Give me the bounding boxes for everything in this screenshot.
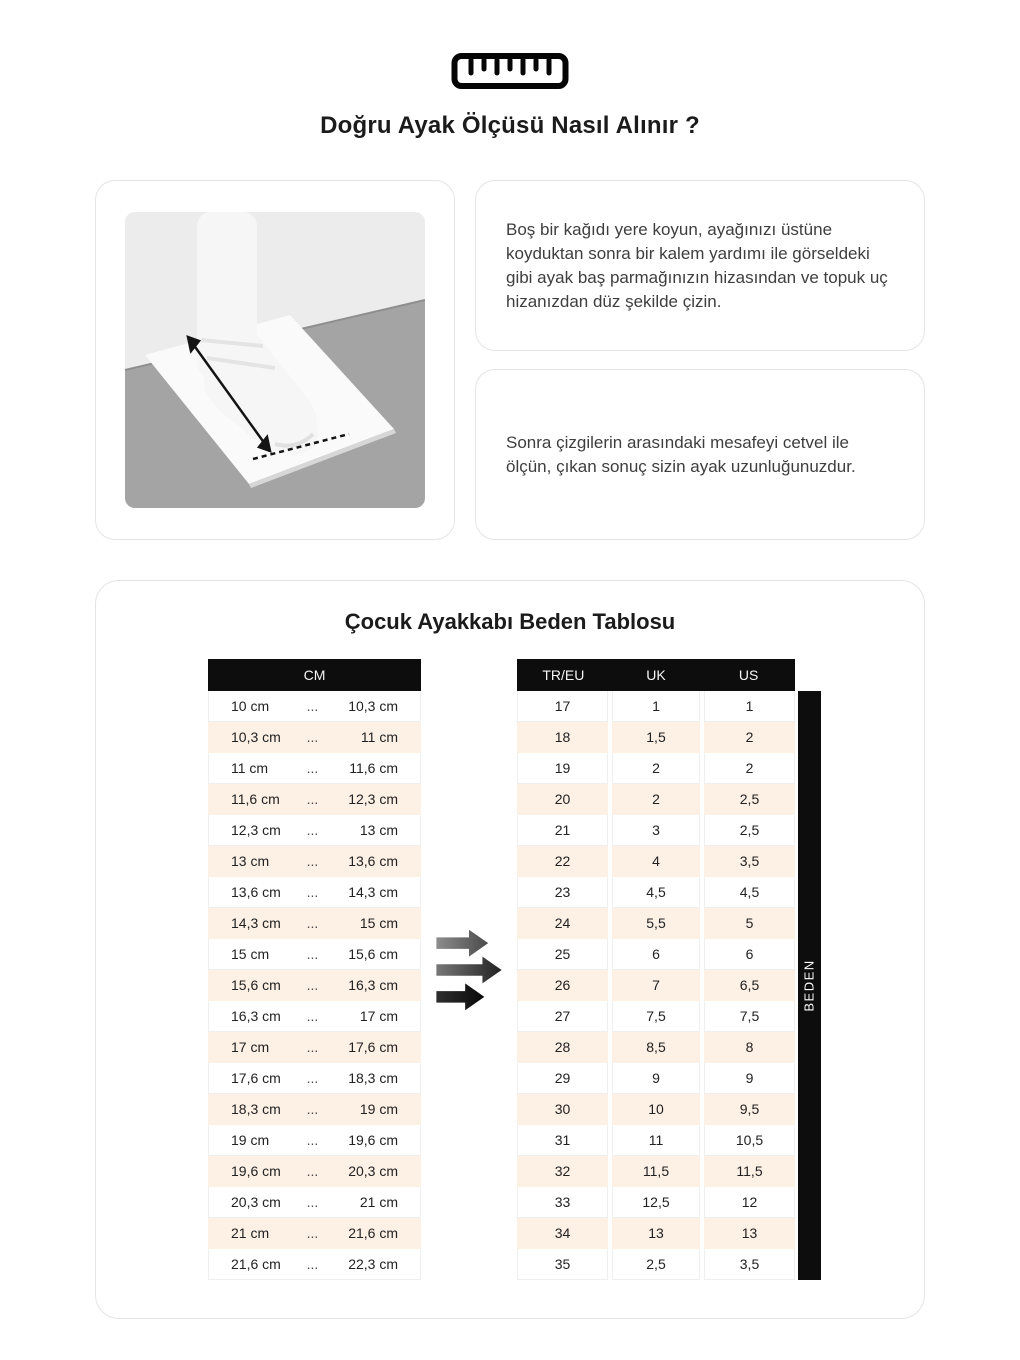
table-row (517, 846, 795, 877)
cm-table (208, 659, 421, 1280)
size-table-header (517, 659, 795, 691)
table-row (208, 1032, 421, 1063)
table-row (517, 784, 795, 815)
cm-to-value: 15,6 cm (348, 946, 398, 962)
range-separator: ... (306, 1225, 319, 1241)
range-separator: ... (306, 853, 319, 869)
tr-eu-value: 18 (517, 722, 608, 753)
instruction-card-1 (475, 180, 925, 351)
table-row (208, 1063, 421, 1094)
intro-section (95, 180, 925, 540)
table-row (208, 722, 421, 753)
uk-value: 1,5 (612, 722, 700, 753)
table-row (517, 1249, 795, 1280)
uk-value: 1 (612, 691, 700, 722)
cm-from-value: 19,6 cm (231, 1163, 281, 1179)
us-value: 2 (704, 722, 795, 753)
uk-value: 6 (612, 939, 700, 970)
uk-value: 10 (612, 1094, 700, 1125)
cm-from-value: 11 cm (231, 760, 269, 776)
uk-value: 13 (612, 1218, 700, 1249)
table-row (517, 1218, 795, 1249)
cm-from-value: 19 cm (231, 1132, 270, 1148)
table-row (517, 1032, 795, 1063)
col-header-us: US (738, 667, 759, 683)
tr-eu-value: 35 (517, 1249, 608, 1280)
cm-to-value: 11,6 cm (349, 760, 398, 776)
table-row (208, 815, 421, 846)
table-row (208, 1001, 421, 1032)
table-row (208, 1156, 421, 1187)
cm-from-value: 15,6 cm (231, 977, 281, 993)
us-value: 7,5 (704, 1001, 795, 1032)
table-row (517, 970, 795, 1001)
range-separator: ... (306, 1070, 319, 1086)
ruler-icon (0, 0, 1020, 90)
cm-to-value: 10,3 cm (348, 698, 398, 714)
table-row (517, 1001, 795, 1032)
table-row (208, 753, 421, 784)
uk-value: 8,5 (612, 1032, 700, 1063)
uk-value: 4,5 (612, 877, 700, 908)
uk-value: 11 (612, 1125, 700, 1156)
table-row (208, 1187, 421, 1218)
cm-to-value: 19 cm (359, 1101, 398, 1117)
uk-value: 2 (612, 753, 700, 784)
us-value: 6 (704, 939, 795, 970)
us-value: 5 (704, 908, 795, 939)
col-header-uk: UK (646, 667, 666, 683)
tr-eu-value: 25 (517, 939, 608, 970)
range-separator: ... (306, 1132, 319, 1148)
page-title: Doğru Ayak Ölçüsü Nasıl Alınır ? (320, 112, 700, 139)
us-value: 4,5 (704, 877, 795, 908)
measurement-photo-card (95, 180, 455, 540)
range-separator: ... (306, 1194, 319, 1210)
cm-to-value: 22,3 cm (348, 1256, 398, 1272)
cm-from-value: 15 cm (231, 946, 270, 962)
size-table-card (95, 580, 925, 1319)
us-value: 13 (704, 1218, 795, 1249)
cm-table-body (208, 691, 421, 1280)
cm-to-value: 15 cm (359, 915, 398, 931)
us-value: 12 (704, 1187, 795, 1218)
us-value: 11,5 (704, 1156, 795, 1187)
table-row (517, 691, 795, 722)
size-table-body (517, 691, 795, 1280)
us-value: 8 (704, 1032, 795, 1063)
uk-value: 5,5 (612, 908, 700, 939)
range-separator: ... (306, 1008, 319, 1024)
cm-to-value: 20,3 cm (348, 1163, 398, 1179)
table-row (208, 908, 421, 939)
range-separator: ... (306, 1163, 319, 1179)
us-value: 2 (704, 753, 795, 784)
us-value: 10,5 (704, 1125, 795, 1156)
table-row (517, 908, 795, 939)
tr-eu-value: 29 (517, 1063, 608, 1094)
range-separator: ... (306, 884, 319, 900)
us-value: 6,5 (704, 970, 795, 1001)
uk-value: 4 (612, 846, 700, 877)
table-row (517, 722, 795, 753)
table-row (517, 939, 795, 970)
instruction-card-2 (475, 369, 925, 540)
range-separator: ... (306, 791, 319, 807)
table-row (517, 1125, 795, 1156)
uk-value: 3 (612, 815, 700, 846)
table-row (208, 1218, 421, 1249)
tr-eu-value: 31 (517, 1125, 608, 1156)
tr-eu-value: 28 (517, 1032, 608, 1063)
us-value: 9 (704, 1063, 795, 1094)
table-row (517, 1156, 795, 1187)
tr-eu-value: 17 (517, 691, 608, 722)
table-row (517, 815, 795, 846)
range-separator: ... (306, 822, 319, 838)
tr-eu-value: 21 (517, 815, 608, 846)
col-header-tr-eu: TR/EU (542, 667, 585, 683)
cm-to-value: 21 cm (359, 1194, 398, 1210)
cm-from-value: 13 cm (231, 853, 270, 869)
instruction-cards (475, 180, 925, 540)
range-separator: ... (306, 977, 319, 993)
table-row (517, 753, 795, 784)
cm-from-value: 10,3 cm (231, 729, 281, 745)
cm-to-value: 21,6 cm (348, 1225, 398, 1241)
cm-to-value: 17 cm (359, 1008, 398, 1024)
range-separator: ... (306, 729, 319, 745)
cm-to-value: 13 cm (359, 822, 398, 838)
beden-label: BEDEN (802, 959, 818, 1012)
range-separator: ... (306, 915, 319, 931)
tr-eu-value: 27 (517, 1001, 608, 1032)
us-value: 1 (704, 691, 795, 722)
us-value: 3,5 (704, 846, 795, 877)
range-separator: ... (306, 1101, 319, 1117)
cm-to-value: 13,6 cm (348, 853, 398, 869)
us-value: 2,5 (704, 784, 795, 815)
range-separator: ... (306, 760, 319, 776)
tr-eu-value: 24 (517, 908, 608, 939)
table-row (208, 939, 421, 970)
cm-from-value: 17 cm (231, 1039, 270, 1055)
tr-eu-value: 26 (517, 970, 608, 1001)
us-value: 9,5 (704, 1094, 795, 1125)
cm-from-value: 12,3 cm (231, 822, 281, 838)
cm-to-value: 11 cm (360, 729, 398, 745)
table-row (208, 784, 421, 815)
cm-to-value: 12,3 cm (348, 791, 398, 807)
tables-row (96, 659, 924, 1280)
range-separator: ... (306, 1256, 319, 1272)
tr-eu-value: 33 (517, 1187, 608, 1218)
cm-from-value: 21,6 cm (231, 1256, 281, 1272)
table-row (517, 1063, 795, 1094)
tr-eu-value: 32 (517, 1156, 608, 1187)
cm-from-value: 10 cm (231, 698, 270, 714)
uk-value: 7 (612, 970, 700, 1001)
table-row (208, 1094, 421, 1125)
cm-from-value: 16,3 cm (231, 1008, 281, 1024)
table-row (208, 691, 421, 722)
uk-value: 2 (612, 784, 700, 815)
cm-to-value: 19,6 cm (348, 1132, 398, 1148)
table-row (208, 1125, 421, 1156)
uk-value: 12,5 (612, 1187, 700, 1218)
tr-eu-value: 34 (517, 1218, 608, 1249)
cm-from-value: 20,3 cm (231, 1194, 281, 1210)
table-row (208, 846, 421, 877)
size-table-title: Çocuk Ayakkabı Beden Tablosu (344, 609, 676, 634)
cm-to-value: 18,3 cm (348, 1070, 398, 1086)
table-row (517, 877, 795, 908)
tr-eu-value: 23 (517, 877, 608, 908)
cm-from-value: 17,6 cm (231, 1070, 281, 1086)
tr-eu-value: 30 (517, 1094, 608, 1125)
cm-to-value: 17,6 cm (348, 1039, 398, 1055)
range-separator: ... (306, 946, 319, 962)
table-row (517, 1187, 795, 1218)
conversion-arrows-icon (421, 659, 517, 1280)
cm-from-value: 11,6 cm (231, 791, 280, 807)
us-value: 3,5 (704, 1249, 795, 1280)
range-separator: ... (306, 698, 319, 714)
us-value: 2,5 (704, 815, 795, 846)
table-row (517, 1094, 795, 1125)
uk-value: 7,5 (612, 1001, 700, 1032)
tr-eu-value: 19 (517, 753, 608, 784)
table-row (208, 877, 421, 908)
range-separator: ... (306, 1039, 319, 1055)
table-row (208, 1249, 421, 1280)
tr-eu-value: 20 (517, 784, 608, 815)
cm-to-value: 14,3 cm (348, 884, 398, 900)
cm-from-value: 18,3 cm (231, 1101, 281, 1117)
uk-value: 11,5 (612, 1156, 700, 1187)
instruction-step-2: Sonra çizgilerin arasındaki mesafeyi cetvel ile ölçün, çıkan sonuç sizin ayak uzunluğunuzdur. (506, 432, 856, 476)
beden-side-bar (798, 691, 821, 1280)
foot-measurement-photo (125, 212, 425, 508)
uk-value: 9 (612, 1063, 700, 1094)
tr-eu-value: 22 (517, 846, 608, 877)
instruction-step-1: Boş bir kağıdı yere koyun, ayağınızı üstüne koyduktan sonra bir kalem yardımı ile görseldeki gibi ayak baş parmağınızın hizasından ve topuk uç hizanızdan düz şekilde çizin. (506, 219, 888, 311)
cm-from-value: 13,6 cm (231, 884, 281, 900)
international-size-table (517, 659, 795, 1280)
uk-value: 2,5 (612, 1249, 700, 1280)
table-row (208, 970, 421, 1001)
cm-to-value: 16,3 cm (348, 977, 398, 993)
cm-table-header: CM (208, 659, 421, 691)
cm-from-value: 21 cm (231, 1225, 270, 1241)
cm-from-value: 14,3 cm (231, 915, 281, 931)
